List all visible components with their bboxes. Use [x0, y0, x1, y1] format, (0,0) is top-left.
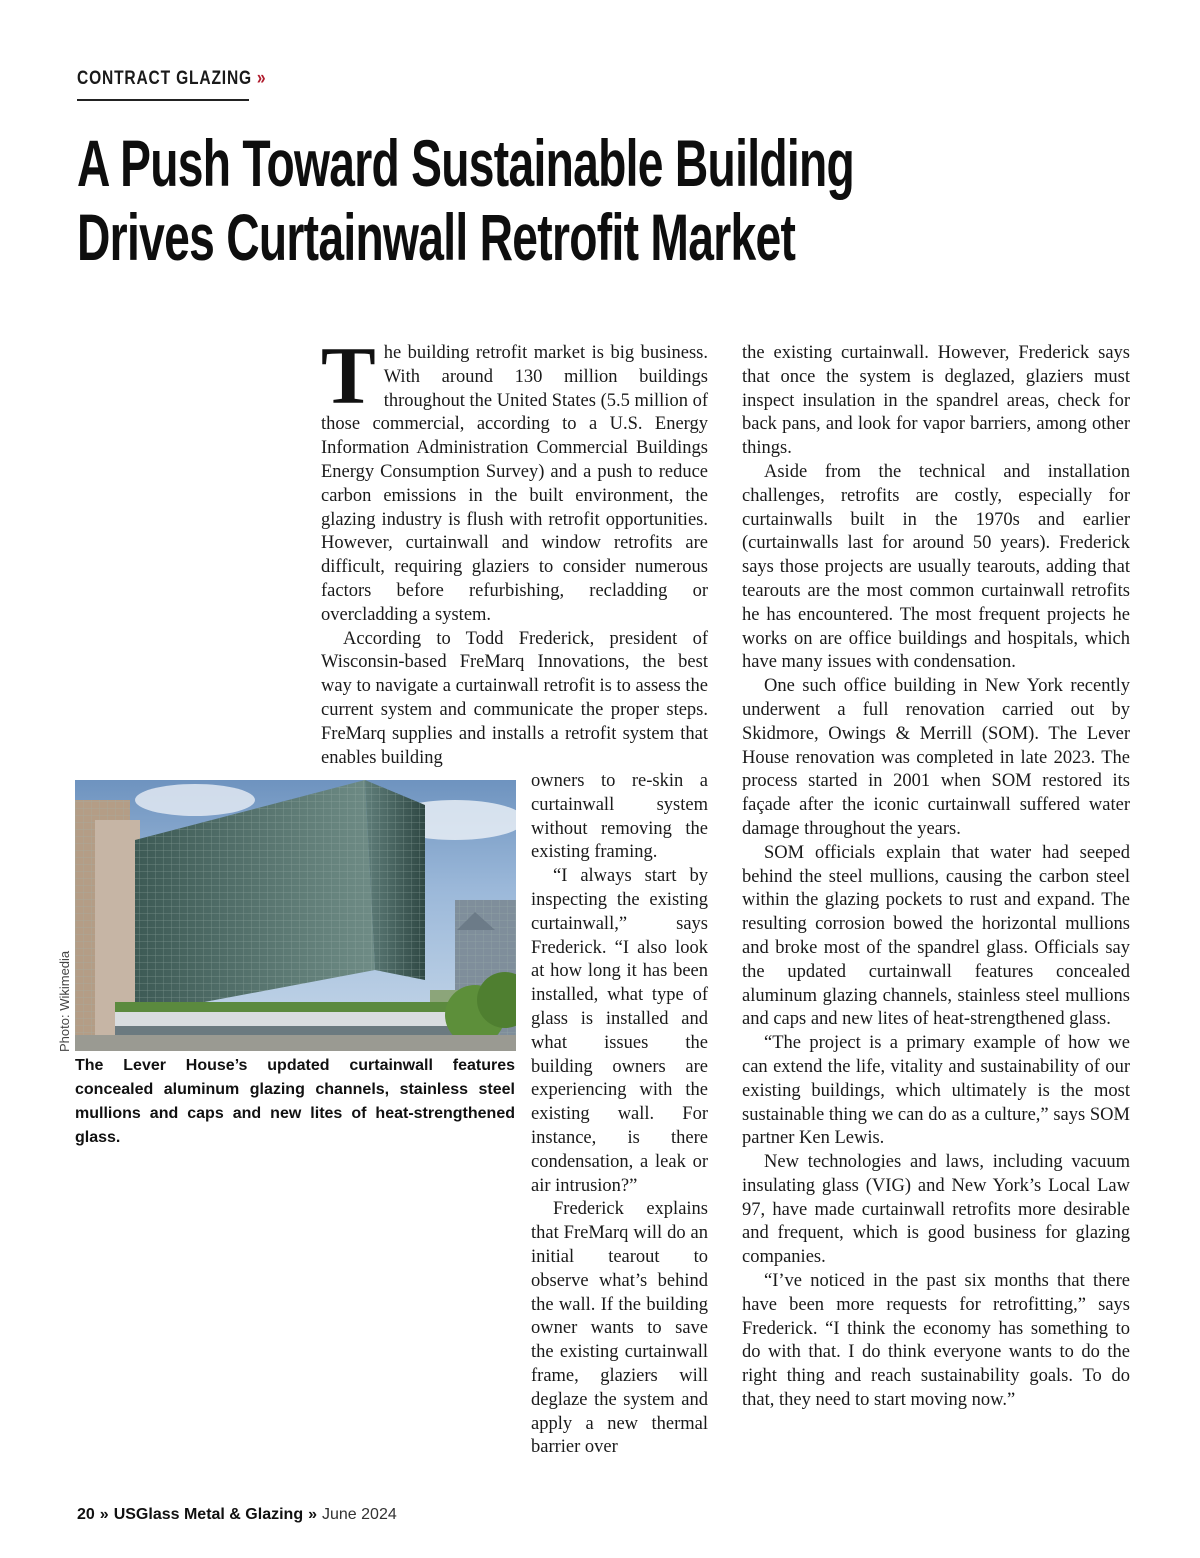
paragraph: Frederick explains that FreMarq will do an initial tearout to observe what’s behind the wall. If the building owner wants to save the existing curtainwall frame, glaziers will deglaze the system and apply a new thermal barrier over [531, 1199, 708, 1458]
article-column-2 [742, 342, 1130, 1413]
footer-chevron-icon: » [99, 1506, 109, 1523]
paragraph: “I’ve noticed in the past six months that there have been more requests for retrofitting,” says Frederick. “I think the economy has something to do with that. I do think everyone wants to do the right thing and reach sustainability goals. To do that, they need to start moving now.” [742, 1271, 1130, 1411]
section-label-text: CONTRACT GLAZING [77, 68, 252, 89]
photo-caption: The Lever House’s updated curtainwall features concealed aluminum glazing channels, stainless steel mullions and caps and new lites of heat-strengthened glass. [75, 1057, 515, 1146]
paragraph: New technologies and laws, including vacuum insulating glass (VIG) and New York’s Local Law 97, have made curtainwall retrofits more desirable and frequent, which is good business for glazing companies. [742, 1152, 1130, 1268]
paragraph: Aside from the technical and installation challenges, retrofits are costly, especially for curtainwalls built in the 1970s and earlier (curtainwalls last for around 50 years). Frederick says those projects are usually tearouts, adding that tearouts are the most common curtainwall retrofits he has encountered. The most frequent projects he works on are office buildings and hospitals, which have many issues with condensation. [742, 461, 1130, 673]
footer-chevron-icon: » [308, 1506, 317, 1523]
paragraph: “The project is a primary example of how we can extend the life, vitality and sustainability of our existing buildings, which ultimately is the most sustainable thing we can do as a culture,” says SOM partner Ken Lewis. [742, 1033, 1130, 1149]
issue-date: June 2024 [322, 1506, 397, 1523]
paragraph: SOM officials explain that water had seeped behind the steel mullions, causing the carbon steel within the glazing pockets to rust and expand. The resulting corrosion bowed the horizontal mullions and broke most of the spandrel glass. Officials say the updated curtainwall features concealed aluminum glazing channels, stainless steel mullions and caps and new lites of heat-strengthened glass. [742, 842, 1130, 1030]
paragraph: “I always start by inspecting the existing curtainwall,” says Frederick. “I also look at how long it has been installed, what type of glass is installed and what issues the building owners are experiencing with the existing wall. For instance, is there condensation, a leak or air intrusion?” [531, 866, 708, 1196]
paragraph: the existing curtainwall. However, Frederick says that once the system is deglazed, glaziers must inspect insulation in the spandrel areas, check for back pans, and look for vapor barriers, among other things. [742, 343, 1130, 459]
lever-house-photo [75, 780, 516, 1051]
photo-credit: Photo: Wikimedia [57, 950, 72, 1052]
paragraph: owners to re-skin a curtainwall system without removing the existing framing. [531, 771, 708, 863]
section-label [77, 68, 266, 90]
section-rule [77, 99, 249, 101]
paragraph [321, 330, 708, 628]
paragraph-text: he building retrofit market is big business. With around 130 million buildings throughout the United States (5.5 million of those commercial, according to a U.S. Energy Information Administration Commercial Buildings Energy Consumption Survey) and a push to reduce carbon emissions in the built environment, the glazing industry is flush with retrofit opportunities. However, curtainwall and window retrofits are difficult, requiring glaziers to consider numerous factors before refurbishing, recladding or overcladding a system. [321, 343, 708, 625]
page-footer [77, 1506, 397, 1524]
drop-cap: T [321, 330, 376, 421]
article-column-1-continued [531, 770, 708, 1460]
publication-name: USGlass Metal & Glazing [113, 1506, 304, 1523]
headline-line-2: Drives Curtainwall Retrofit Market [77, 200, 796, 274]
section-chevron-icon: » [256, 68, 267, 89]
headline [77, 126, 917, 274]
article-column-1 [321, 330, 708, 770]
paragraph: According to Todd Frederick, president of Wisconsin-based FreMarq Innovations, the best way to navigate a curtainwall retrofit is to assess the current system and communicate the proper steps. FreMarq supplies and installs a retrofit system that enables building [321, 628, 708, 768]
page-number: 20 [77, 1506, 95, 1523]
building-illustration [75, 780, 516, 1051]
paragraph: One such office building in New York recently underwent a full renovation carried out by Skidmore, Owings & Merrill (SOM). The Lever House renovation was completed in late 2023. The process started in 2001 when SOM restored its façade after the iconic curtainwall suffered water damage throughout the years. [742, 676, 1130, 839]
headline-line-1: A Push Toward Sustainable Building [77, 126, 855, 200]
